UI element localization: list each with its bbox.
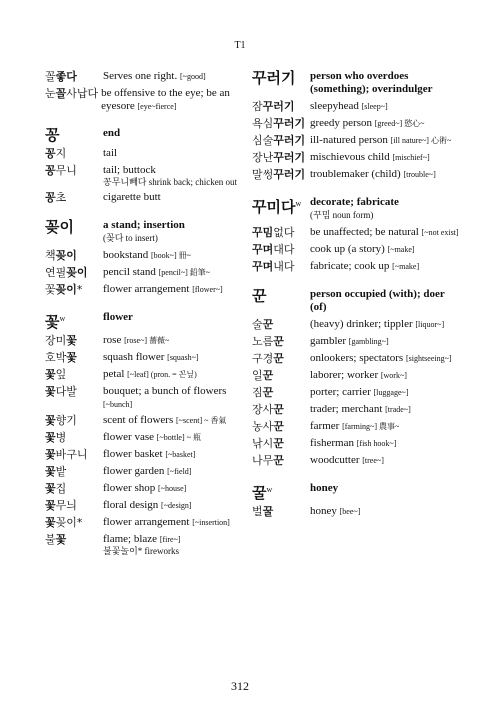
etymology: [ill nature~] 心術~: [390, 136, 452, 145]
entry-item: [252, 243, 462, 257]
entry-item: [45, 368, 255, 382]
word-stem: 꽂이: [55, 249, 77, 262]
etymology: [liquor~]: [415, 320, 445, 329]
entry-header: [252, 288, 462, 314]
etymology: [~good]: [179, 72, 206, 81]
korean-word: 꽃잎: [45, 368, 67, 381]
headword: 꽁: [45, 126, 60, 144]
headword: 꽂이: [45, 218, 74, 236]
word-stem: 꽃: [45, 385, 56, 398]
headword-definition: person occupied (with); doer (of): [310, 288, 445, 313]
etymology: [tree~]: [362, 456, 384, 465]
english-definition: tail: [103, 147, 118, 159]
korean-word: 꽁무니: [45, 164, 77, 177]
etymology: [greed~] 慾心~: [374, 119, 425, 128]
word-stem: 꽁: [45, 191, 56, 204]
korean-word: 일꾼: [252, 369, 274, 382]
english-definition: flower basket [~basket]: [103, 448, 196, 460]
word-stem: 꾸밈: [252, 226, 274, 239]
korean-word: 꼴좋다: [45, 70, 77, 83]
word-stem: 꽂이: [66, 266, 88, 279]
entry-header: [45, 127, 255, 143]
entry-item: [45, 249, 255, 263]
word-stem: 꾸며: [252, 260, 274, 273]
entry-item: [45, 465, 255, 479]
page-header: T1: [234, 40, 246, 51]
page-number: 312: [231, 679, 249, 693]
entry-item: [252, 318, 462, 332]
entry-item: [45, 414, 255, 428]
entry-item: [45, 334, 255, 348]
headword-definition: end: [103, 127, 121, 139]
word-stem: 꾼: [273, 352, 284, 365]
dictionary-entry: [45, 219, 255, 297]
korean-word: 농사꾼: [252, 420, 284, 433]
entry-item: [252, 386, 462, 400]
entry-item: [252, 260, 462, 274]
word-stem: 꼴: [55, 87, 67, 100]
korean-word: 눈꼴사납다: [45, 87, 99, 100]
etymology: [trouble~]: [403, 170, 436, 179]
korean-word: 구경꾼: [252, 352, 284, 365]
word-stem: 꾼: [262, 318, 274, 331]
entry-item: [45, 516, 255, 530]
english-definition: cigarette butt: [103, 191, 161, 203]
dictionary-entry: [252, 70, 462, 182]
entry-item: [45, 482, 255, 496]
english-definition: scent of flowers [~scent] ~ 香氣: [103, 414, 227, 426]
entry-header: [252, 70, 462, 96]
word-stem: 꾸러기: [262, 100, 295, 113]
entry-item: [45, 147, 255, 161]
etymology: [~bottle] ~ 瓶: [156, 433, 201, 442]
word-stem: 꽃: [45, 431, 56, 444]
entry-item: [252, 454, 462, 468]
headword-mark: w: [295, 199, 302, 208]
korean-word: 꽃향기: [45, 414, 77, 427]
word-stem: 꾼: [273, 335, 284, 348]
word-stem: 꾼: [262, 386, 274, 399]
korean-word: 꾸며대다: [252, 243, 295, 256]
korean-word: 불꽃: [45, 533, 67, 546]
dictionary-entry: [252, 196, 462, 274]
etymology: [luggage~]: [373, 388, 409, 397]
word-stem: 꽃: [55, 533, 67, 546]
etymology: [flower~]: [192, 285, 223, 294]
entry-item: [252, 352, 462, 366]
etymology: [~field]: [167, 467, 192, 476]
dictionary-entry: [252, 482, 462, 519]
english-definition: greedy person [greed~] 慾心~: [310, 117, 425, 129]
english-definition: fabricate; cook up [~make]: [310, 260, 420, 272]
entry-header: [252, 482, 462, 501]
word-stem: 꾼: [262, 369, 274, 382]
word-stem: 꾼: [273, 403, 284, 416]
entry-item: [45, 164, 255, 188]
english-definition: onlookers; spectators [sightseeing~]: [310, 352, 452, 364]
english-definition: honey [bee~]: [310, 505, 361, 517]
etymology: [gambling~]: [348, 337, 389, 346]
entry-item: [252, 168, 462, 182]
sub-expression: 꽁무니빼다 shrink back; chicken out: [103, 177, 237, 187]
entry-item: [252, 226, 462, 240]
korean-word: 연필꽂이: [45, 266, 88, 279]
headword-definition: person who overdoes (something); overindulger: [310, 70, 433, 95]
english-definition: flower vase [~bottle] ~ 瓶: [103, 431, 201, 443]
korean-word: 장사꾼: [252, 403, 284, 416]
korean-word: 노름꾼: [252, 335, 284, 348]
headword-note: (꽂다 to insert): [103, 233, 158, 243]
etymology: [eye~fierce]: [137, 102, 177, 111]
entry-header: [45, 311, 255, 330]
entry-item: [252, 420, 462, 434]
dictionary-entry: [252, 288, 462, 468]
english-definition: flower arrangement [~insertion]: [103, 516, 230, 528]
korean-word: 술꾼: [252, 318, 274, 331]
korean-word: 꽃밭: [45, 465, 67, 478]
etymology: [~not exist]: [421, 228, 459, 237]
word-stem: 꾼: [273, 437, 284, 450]
word-stem: 꽃: [45, 414, 56, 427]
etymology: [~make]: [387, 245, 415, 254]
entry-item: [252, 403, 462, 417]
korean-word: 꾸며내다: [252, 260, 295, 273]
korean-word: 호박꽃: [45, 351, 77, 364]
korean-word: 꽃바구니: [45, 448, 88, 461]
etymology: [fish hook~]: [356, 439, 397, 448]
etymology: [rose~] 薔薇~: [124, 336, 170, 345]
etymology: [~bunch]: [103, 400, 133, 409]
word-stem: 꽃: [45, 499, 56, 512]
korean-word: 꾸밈없다: [252, 226, 295, 239]
headword-definition: decorate; fabricate (꾸밈 noun form): [310, 196, 399, 220]
entry-item: [252, 151, 462, 165]
korean-word: 말썽꾸러기: [252, 168, 306, 181]
word-stem: 꾸러기: [273, 117, 306, 130]
english-definition: be offensive to the eye; be an eyesore [eye~fierce]: [101, 87, 230, 112]
word-stem: 꾸러기: [273, 151, 306, 164]
right-column: [252, 70, 462, 533]
word-stem: 꽃: [45, 368, 56, 381]
korean-word: 심술꾸러기: [252, 134, 306, 147]
korean-word: 꽃꽂이*: [45, 283, 83, 296]
english-definition: Serves one right. [~good]: [103, 70, 206, 82]
english-definition: cook up (a story) [~make]: [310, 243, 415, 255]
etymology: [work~]: [380, 371, 407, 380]
word-stem: 꿀: [262, 505, 274, 518]
headword-mark: w: [59, 314, 66, 323]
entry-header: [45, 219, 255, 245]
english-definition: petal [~leaf] (pron. = 꼰닢): [103, 368, 197, 380]
word-stem: 꾸러기: [273, 168, 306, 181]
dictionary-entry: [45, 70, 255, 113]
headword: 꾸미다$^w$: [252, 198, 302, 216]
english-definition: bookstand [book~] 冊~: [103, 249, 191, 261]
english-definition: farmer [farming~] 農事~: [310, 420, 400, 432]
english-definition: gambler [gambling~]: [310, 335, 389, 347]
english-definition: trader; merchant [trade~]: [310, 403, 411, 415]
etymology: [squash~]: [167, 353, 199, 362]
headword-definition: flower: [103, 311, 133, 323]
korean-word: 꽁지: [45, 147, 67, 160]
headword: 꾼: [252, 287, 267, 305]
english-definition: pencil stand [pencil~] 鉛筆~: [103, 266, 211, 278]
dictionary-entry: [45, 127, 255, 205]
dictionary-entry: [45, 311, 255, 557]
korean-word: 꽃집: [45, 482, 67, 495]
english-definition: flower arrangement [flower~]: [103, 283, 223, 295]
etymology: [~design]: [161, 501, 192, 510]
word-stem: 꽃: [45, 482, 56, 495]
korean-word: 벌꿀: [252, 505, 274, 518]
entry-item: [252, 100, 462, 114]
entry-item: [252, 505, 462, 519]
entry-item: [45, 70, 255, 84]
english-definition: porter; carrier [luggage~]: [310, 386, 409, 398]
korean-word: 꽃병: [45, 431, 67, 444]
english-definition: squash flower [squash~]: [103, 351, 199, 363]
left-column: [45, 70, 255, 571]
entry-item: [252, 335, 462, 349]
entry-item: [252, 117, 462, 131]
english-definition: bouquet; a bunch of flowers [~bunch]: [103, 385, 227, 409]
entry-item: [252, 369, 462, 383]
word-stem: 꾸러기: [273, 134, 306, 147]
entry-item: [45, 351, 255, 365]
entry-item: [45, 448, 255, 462]
english-definition: sleepyhead [sleep~]: [310, 100, 388, 112]
english-definition: floral design [~design]: [103, 499, 192, 511]
english-definition: fisherman [fish hook~]: [310, 437, 397, 449]
etymology: [fire~]: [159, 535, 181, 544]
entry-item: [45, 499, 255, 513]
korean-word: 꽃꽂이*: [45, 516, 83, 529]
headword-definition: honey: [310, 482, 339, 494]
korean-word: 욕심꾸러기: [252, 117, 306, 130]
english-definition: mischievous child [mischief~]: [310, 151, 430, 163]
korean-word: 잠꾸러기: [252, 100, 295, 113]
korean-word: 꽁초: [45, 191, 67, 204]
english-definition: rose [rose~] 薔薇~: [103, 334, 170, 346]
entry-item: [45, 191, 255, 205]
english-definition: flame; blaze [fire~] 불꽃놀이* fireworks: [103, 533, 181, 556]
etymology: [trade~]: [385, 405, 411, 414]
word-stem: 꽃: [66, 351, 77, 364]
english-definition: troublemaker (child) [trouble~]: [310, 168, 436, 180]
etymology: [~make]: [392, 262, 420, 271]
etymology: [~house]: [158, 484, 187, 493]
headword: 꿀$^w$: [252, 484, 273, 502]
korean-word: 꽃다발: [45, 385, 77, 398]
entry-item: [45, 431, 255, 445]
english-definition: tail; buttock 꽁무니빼다 shrink back; chicken out: [103, 164, 237, 187]
english-definition: flower shop [~house]: [103, 482, 187, 494]
entry-item: [45, 87, 255, 113]
headword-note: (꾸밈 noun form): [310, 210, 374, 220]
etymology: [book~] 冊~: [150, 251, 191, 260]
headword-mark: w: [266, 485, 273, 494]
word-stem: 꽃: [45, 448, 56, 461]
word-stem: 꽃: [66, 334, 77, 347]
entry-item: [45, 283, 255, 297]
etymology: [bee~]: [339, 507, 361, 516]
etymology: [~scent] ~ 香氣: [176, 416, 227, 425]
etymology: [~basket]: [165, 450, 196, 459]
entry-item: [45, 533, 255, 557]
entry-item: [252, 437, 462, 451]
english-definition: (heavy) drinker; tippler [liquor~]: [310, 318, 445, 330]
word-stem: 꾸며: [252, 243, 274, 256]
english-definition: ill-natured person [ill nature~] 心術~: [310, 134, 452, 146]
etymology: [sleep~]: [361, 102, 388, 111]
entry-item: [45, 385, 255, 411]
word-stem: 좋다: [55, 70, 77, 83]
word-stem: 꽃: [45, 465, 56, 478]
etymology: [sightseeing~]: [405, 354, 452, 363]
entry-header: [252, 196, 462, 222]
english-definition: laborer; worker [work~]: [310, 369, 407, 381]
word-stem: 꽂이: [55, 283, 77, 296]
korean-word: 나무꾼: [252, 454, 284, 467]
entry-item: [252, 134, 462, 148]
headword: 꾸러기: [252, 69, 296, 87]
word-stem: 꾼: [273, 454, 284, 467]
korean-word: 장미꽃: [45, 334, 77, 347]
word-stem: 꽁: [45, 164, 56, 177]
word-stem: 꾼: [273, 420, 284, 433]
headword-definition: a stand; insertion (꽂다 to insert): [103, 219, 185, 243]
entry-item: [45, 266, 255, 280]
korean-word: 짐꾼: [252, 386, 274, 399]
word-stem: 꽁: [45, 147, 56, 160]
english-definition: be unaffected; be natural [~not exist]: [310, 226, 459, 238]
korean-word: 책꽂이: [45, 249, 77, 262]
headword: 꽃$^w$: [45, 313, 66, 331]
etymology: [pencil~] 鉛筆~: [158, 268, 211, 277]
korean-word: 낚시꾼: [252, 437, 284, 450]
word-stem: 꽃: [45, 516, 56, 529]
etymology: [mischief~]: [392, 153, 430, 162]
korean-word: 장난꾸러기: [252, 151, 306, 164]
korean-word: 꽃무늬: [45, 499, 77, 512]
sub-expression: 불꽃놀이* fireworks: [103, 546, 180, 556]
etymology: [~leaf] (pron. = 꼰닢): [127, 370, 197, 379]
english-definition: flower garden [~field]: [103, 465, 192, 477]
etymology: [~insertion]: [192, 518, 230, 527]
etymology: [farming~] 農事~: [342, 422, 400, 431]
english-definition: woodcutter [tree~]: [310, 454, 384, 466]
